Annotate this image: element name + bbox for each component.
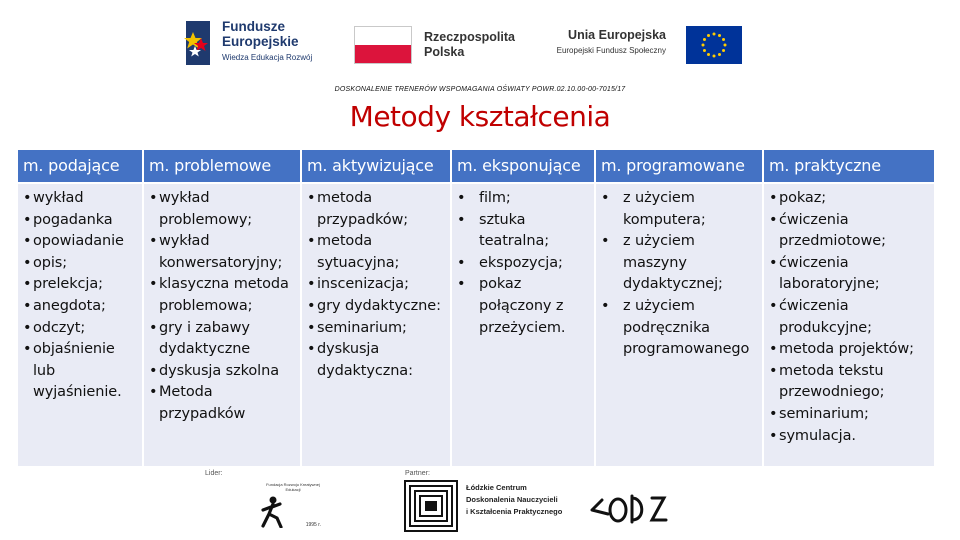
method-item: • pokaz połączony z przeżyciem. [457, 274, 590, 339]
eu-star-icon [722, 38, 725, 41]
method-item: • opowiadanie [23, 231, 138, 253]
method-item: • symulacja. [769, 426, 930, 448]
method-item: • odczyt; [23, 318, 138, 340]
method-item: • z użyciem podręcznika programowanego [601, 296, 758, 361]
method-item: • film; [457, 188, 590, 210]
method-item: • metoda sytuacyjna; [307, 231, 446, 274]
method-item: • gry dydaktyczne: [307, 296, 446, 318]
method-list [23, 188, 138, 404]
column-cell [18, 184, 142, 466]
eu-star-icon [724, 44, 727, 47]
rzeczpospolita-line2: Polska [424, 45, 465, 59]
method-item: • inscenizacja; [307, 274, 446, 296]
column-programowane [596, 150, 762, 466]
fundusze-line3: Wiedza Edukacja Rozwój [222, 53, 313, 62]
partner-label: Partner: [405, 470, 430, 477]
column-praktyczne [764, 150, 934, 466]
method-item: • pokaz; [769, 188, 930, 210]
column-eksponujace [452, 150, 594, 466]
method-list [307, 188, 446, 382]
method-item: • anegdota; [23, 296, 138, 318]
method-item: • seminarium; [769, 404, 930, 426]
fundacja-name: Fundacja Rozwoju Kreatywnej Edukacji [266, 482, 320, 492]
rzeczpospolita-line1: Rzeczpospolita [424, 30, 515, 44]
column-problemowe [144, 150, 300, 466]
polish-flag-icon [354, 26, 412, 64]
eu-star-icon [722, 49, 725, 52]
eu-star-icon [703, 49, 706, 52]
methods-table [18, 150, 934, 466]
lcdn-line1: Łódzkie Centrum [466, 483, 527, 492]
unia-line2: Europejski Fundusz Społeczny [556, 46, 666, 55]
rzeczpospolita-logo [354, 24, 534, 66]
eu-star-icon [713, 33, 716, 36]
project-code-line: DOSKONALENIE TRENERÓW WSPOMAGANIA OŚWIATY POWR.02.10.00-00-7015/17 [334, 86, 626, 93]
column-cell [144, 184, 300, 466]
eu-star-icon [718, 34, 721, 37]
column-podajace [18, 150, 142, 466]
column-header: m. praktyczne [764, 150, 934, 182]
method-item: • sztuka teatralna; [457, 210, 590, 253]
method-item: • metoda projektów; [769, 339, 930, 361]
column-aktywizujace [302, 150, 450, 466]
page-title: Metody kształcenia [349, 100, 611, 133]
method-item: • objaśnienie lub wyjaśnienie. [23, 339, 138, 404]
method-item: • wykład konwersatoryjny; [149, 231, 296, 274]
method-item: • metoda przypadków; [307, 188, 446, 231]
method-item: • z użyciem maszyny dydaktycznej; [601, 231, 758, 296]
fundusze-star-icon [184, 18, 214, 68]
method-item: • ćwiczenia produkcyjne; [769, 296, 930, 339]
column-header: m. podające [18, 150, 142, 182]
method-item: • opis; [23, 253, 138, 275]
column-cell [452, 184, 594, 466]
method-item: • dyskusja szkolna [149, 361, 296, 383]
method-item: • z użyciem komputera; [601, 188, 758, 231]
fundusze-europejskie-logo [184, 18, 324, 70]
method-list [457, 188, 590, 339]
lider-label: Lider: [205, 470, 223, 477]
method-list [149, 188, 296, 426]
method-item: • Metoda przypadków [149, 382, 296, 425]
method-list [601, 188, 758, 361]
lodz-city-logo-icon [588, 484, 670, 528]
method-item: • seminarium; [307, 318, 446, 340]
column-header: m. eksponujące [452, 150, 594, 182]
column-cell [764, 184, 934, 466]
method-item: • ćwiczenia laboratoryjne; [769, 253, 930, 296]
eu-star-icon [718, 53, 721, 56]
method-item: • klasyczna metoda problemowa; [149, 274, 296, 317]
unia-line1: Unia Europejska [568, 28, 666, 42]
running-figure-icon [259, 496, 287, 528]
lcdn-line3: i Kształcenia Praktycznego [466, 507, 563, 516]
lcdn-logo [404, 480, 572, 532]
method-item: • wykład problemowy; [149, 188, 296, 231]
method-item: • pogadanka [23, 210, 138, 232]
eu-star-icon [702, 44, 705, 47]
eu-star-icon [703, 38, 706, 41]
column-header: m. problemowe [144, 150, 300, 182]
method-item: • gry i zabawy dydaktyczne [149, 318, 296, 361]
method-item: • prelekcja; [23, 274, 138, 296]
eu-star-icon [713, 55, 716, 58]
fundacja-year: 1995 r. [305, 522, 321, 528]
method-item: • ekspozycja; [457, 253, 590, 275]
eu-star-icon [707, 34, 710, 37]
column-cell [302, 184, 450, 466]
column-header: m. aktywizujące [302, 150, 450, 182]
unia-europejska-logo [552, 26, 742, 66]
fundacja-logo [255, 480, 325, 532]
method-item: • dyskusja dydaktyczna: [307, 339, 446, 382]
lcdn-square-icon [404, 480, 458, 532]
column-cell [596, 184, 762, 466]
method-item: • metoda tekstu przewodniego; [769, 361, 930, 404]
method-list [769, 188, 930, 447]
lcdn-line2: Doskonalenia Nauczycieli [466, 495, 558, 504]
eu-flag-icon [686, 26, 742, 64]
method-item: • wykład [23, 188, 138, 210]
eu-star-icon [707, 53, 710, 56]
fundusze-line2: Europejskie [222, 34, 299, 49]
fundusze-line1: Fundusze [222, 19, 285, 34]
method-item: • ćwiczenia przedmiotowe; [769, 210, 930, 253]
column-header: m. programowane [596, 150, 762, 182]
